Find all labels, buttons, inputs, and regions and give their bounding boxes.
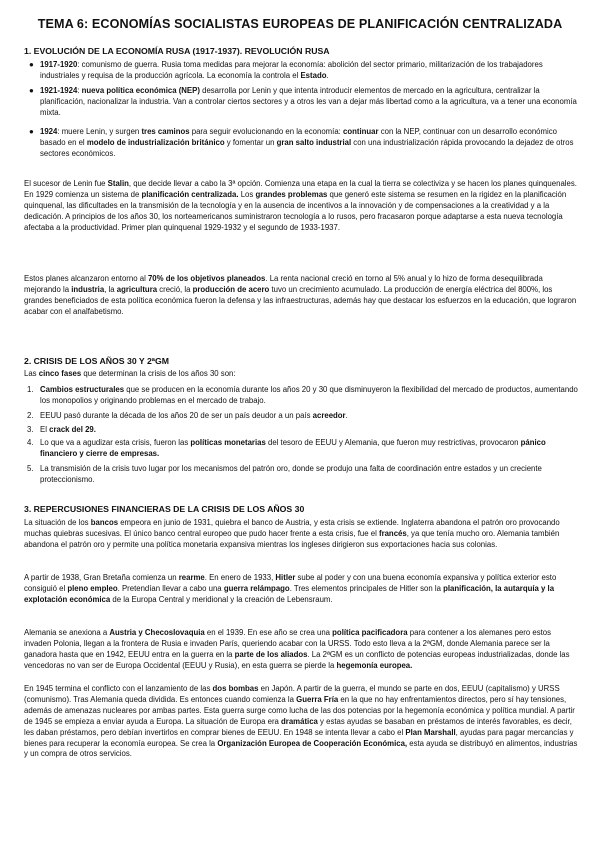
text: , ya que tenía mucho oro. Alemania también abandona el patrón oro y permite una política monetaria expansiva mientras los ingleses dirigieron sus exportaciones hacia sus colonias. <box>24 528 560 549</box>
section-2-heading: 2. CRISIS DE LOS AÑOS 30 Y 2ªGM <box>24 356 169 366</box>
bold-text: hegemonía europea. <box>336 660 413 670</box>
text: , ayudas para pagar mercancías y bienes para recuperar la economía europea. Se crea la <box>24 727 574 748</box>
bold-text: modelo de industrialización británico <box>86 138 225 147</box>
bold-text: Estado <box>300 71 327 80</box>
text: esta ayuda se distribuyó en alimentos, industrias y un compra de otros servicios. <box>24 738 578 759</box>
section-3-paragraph-2 <box>24 573 578 606</box>
bold-text: acreedor <box>312 411 346 420</box>
item-text <box>40 385 578 405</box>
section-3-heading: 3. REPERCUSIONES FINANCIERAS DE LA CRISIS DE LOS AÑOS 30 <box>24 504 305 514</box>
bold-text: planificación, la autarquía y la explotación económica <box>24 583 555 604</box>
bullet-text <box>40 127 574 158</box>
text: que determinan la crisis de los años 30 son: <box>81 369 236 378</box>
bold-text: 1917-1920 <box>40 60 78 69</box>
bold-text: 1924 <box>40 127 58 136</box>
section-1-bullet-2 <box>29 85 578 118</box>
document-title: TEMA 6: ECONOMÍAS SOCIALISTAS EUROPEAS DE PLANIFICACIÓN CENTRALIZADA <box>37 17 563 31</box>
bold-text: pánico financiero y cierre de empresas. <box>40 438 546 458</box>
text: desarrolla por Lenin y que intenta introducir elementos de mercado en la agricultura, centralizar la planificación, nacionalizar la industria. Van a controlar ciertos sectores y a otros les van a dejar más libertad como a la agricultura, va a tener una economía mixta. <box>40 86 577 117</box>
section-2-item-2 <box>27 410 578 421</box>
bold-text: rearme <box>178 573 205 582</box>
bold-text: grandes problemas <box>255 189 328 199</box>
text: . Tres elementos principales de Hitler son la <box>289 583 444 593</box>
item-text <box>40 464 542 484</box>
bold-text: continuar <box>343 127 379 136</box>
bullet-text <box>40 60 543 80</box>
section-3-paragraph-4 <box>24 684 578 760</box>
text: para contener a los alemanes pero estos invaden Polonia, llegan a la frontera de Rusia e invaden París, queriendo acabar con la URSS. Todo esto lleva a la 2ªGM, donde Alemania parece ser la ganadora hasta que en 1942, EEUU entra en la guerra en la <box>24 628 552 659</box>
text: EEUU pasó durante la década de los años 20 de ser un país deudor a un país <box>40 411 313 420</box>
bold-text: francés <box>378 528 407 538</box>
text: en Japón. A partir de la guerra, el mundo se parte en dos, EEUU (capitalismo) y URSS (comunismo). Tras Alemania queda dividida. Es entonces cuando comienza la <box>24 684 560 704</box>
text: en la que no hay enfrentamientos directos, pero sí hay tensiones, además de amenazas nucleares por ambas partes. Esta guerra surge como lucha de las dos potencias por la hegemonía económica y política mundial. A partir de 1945 se empieza a enviar ayuda a Europa. La situación de Europa era <box>24 694 575 726</box>
text: empeora en junio de 1931, quiebra el banco de Austria, y esta crisis se extiende. Inglaterra abandona el patrón oro provocando muchas quiebras sucesivas. El único banco central europeo que pudo hacer frente a esta crisis, fue el <box>24 518 560 538</box>
item-number: 4. <box>27 438 34 447</box>
item-number: 2. <box>27 411 34 420</box>
bold-text: 1921-1924 <box>40 86 78 95</box>
bold-text: planificación centralizada. <box>141 189 239 199</box>
bold-text: Plan Marshall <box>405 727 456 737</box>
text: A partir de 1938, Gran Bretaña comienza un <box>24 573 179 582</box>
bold-text: guerra relámpago <box>223 583 290 593</box>
text: . La 2ªGM es un conflicto de potencias europeas industrializadas, donde las vencedoras no van ser de Europa Occidental (EEUU y Rusia), en esta guerra se pierde la <box>24 649 570 670</box>
section-3-paragraph-3 <box>24 628 578 672</box>
text: . Pretendían llevar a cabo una <box>117 583 224 593</box>
text: . La renta nacional creció en torno al 5% anual y lo hizo de forma desequilibrada mejorando la <box>24 274 543 294</box>
bullet-text <box>40 86 577 117</box>
section-1-bullet-1 <box>29 59 578 81</box>
bold-text: nueva política económica (NEP) <box>81 86 200 95</box>
text: , la <box>104 284 117 294</box>
section-2-intro <box>24 369 236 380</box>
text: : comunismo de guerra. Rusia toma medidas para mejorar la economía: abolición del sector primario, militarización de los trabajadores industriales y requisa de la producción agrícola. La economía la controla el <box>40 60 543 80</box>
bold-text: dramática <box>281 716 318 726</box>
bold-text: Hitler <box>275 573 296 582</box>
text: . En enero de 1933, <box>204 573 276 582</box>
bold-text: agricultura <box>116 284 158 294</box>
bold-text: políticas monetarias <box>190 438 266 447</box>
text: El <box>40 425 50 434</box>
bullet-dot-icon: ● <box>29 127 34 136</box>
bullet-dot-icon: ● <box>29 60 34 69</box>
item-text <box>40 411 348 420</box>
text: para seguir evolucionando en la economía: <box>189 127 344 136</box>
text: que se producen en la economía durante los años 20 y 30 que disminuyeron la flexibilidad del mercado de productos, aumentando los monopolios y originando problemas en el mercado de trabajo. <box>40 385 578 405</box>
bold-text: política pacificadora <box>332 628 408 637</box>
text: . <box>326 71 329 80</box>
text: La transmisión de la crisis tuvo lugar por los mecanismos del patrón oro, donde se produjo una falta de coordinación entre estados y un creciente proteccionismo. <box>40 464 542 484</box>
text: creció, la <box>157 284 193 294</box>
text: : <box>77 86 82 95</box>
item-text <box>40 438 546 458</box>
section-1-heading: 1. EVOLUCIÓN DE LA ECONOMÍA RUSA (1917-1937). REVOLUCIÓN RUSA <box>24 46 330 56</box>
text: Estos planes alcanzaron entorno al <box>24 274 148 283</box>
section-2-item-1 <box>27 384 578 406</box>
item-number: 1. <box>27 385 34 394</box>
section-3-paragraph-1 <box>24 518 578 551</box>
text: Alemania se anexiona a <box>24 628 110 637</box>
section-2-item-3 <box>27 424 578 435</box>
text: Lo que va a agudizar esta crisis, fueron las <box>40 438 191 447</box>
bold-text: pleno empleo <box>67 583 118 593</box>
bold-text: industria <box>71 284 105 294</box>
bold-text: cinco fases <box>38 369 82 378</box>
text: sube al poder y con una buena economía expansiva y política exterior esto consiguió el <box>24 573 557 593</box>
item-number: 5. <box>27 464 34 473</box>
text: en el 1939. En ese año se crea una <box>204 628 333 637</box>
bold-text: tres caminos <box>141 127 190 136</box>
section-2-item-4 <box>27 437 578 459</box>
bold-text: Cambios estructurales <box>40 385 125 394</box>
text: y fomentar un <box>224 138 277 147</box>
text: de la Europa Central y meridional y la creación de Lebensraum. <box>110 594 333 604</box>
text: del tesoro de EEUU y Alemania, que fueron muy restrictivas, provocaron <box>265 438 521 447</box>
bold-text: dos bombas <box>212 684 259 693</box>
bold-text: producción de acero <box>192 284 270 294</box>
text: : muere Lenin, y surgen <box>57 127 142 136</box>
section-1-paragraph-1 <box>24 179 578 234</box>
section-2-item-5 <box>27 463 578 485</box>
text: que generó este sistema se resumen en la rigidez en la planificación quinquenal, las dificultades en la transmisión de la tecnología y en la ausencia de incentivos a la innovación y de compensaciones a la creatividad y a la dedicación. A principios de los años 30, los norteamericanos suministraron tecnología a lo rusos, pero fracasaron porque adaptarse a esta nueva tecnología afectaba a la productividad. Primer plan quinquenal 1929-1932 y el segundo de 1933-1937. <box>24 189 567 232</box>
bold-text: Guerra Fría <box>296 694 339 704</box>
text: Las <box>24 369 39 378</box>
text: La situación de los <box>24 518 91 527</box>
item-text <box>40 425 96 434</box>
bullet-dot-icon: ● <box>29 86 34 95</box>
bold-text: crack del 29. <box>49 425 96 434</box>
bold-text: 70% de los objetivos planeados <box>147 274 266 283</box>
bold-text: gran salto industrial <box>276 138 352 147</box>
text: tuvo un crecimiento acumulado. La producción de energía eléctrica del 800%, los grandes beneficiados de esta política económica fueron la defensa y las infraestructuras, además hay que destacar los esfuerzos en la educación, que lograron acabar con el analfabetismo. <box>24 284 577 316</box>
section-1-paragraph-2 <box>24 274 578 318</box>
text: y estas ayudas se basaban en préstamos de interés favorables, es decir, les daban préstamos, pero debían invertirlos en comprar bienes de EEUU. En 1948 se intenta llevar a cabo el <box>24 716 572 737</box>
item-number: 3. <box>27 425 34 434</box>
section-1-bullet-3 <box>29 126 578 159</box>
text: Los <box>238 189 256 199</box>
text: En 1945 termina el conflicto con el lanzamiento de las <box>24 684 213 693</box>
bold-text: Organización Europea de Cooperación Económica, <box>217 738 408 748</box>
text: . <box>345 411 348 420</box>
text: El sucesor de Lenin fue <box>24 179 108 188</box>
text: con la NEP, continuar con un desarrollo económico basado en el <box>40 127 557 147</box>
bold-text: Austria y Checoslovaquia <box>109 628 205 637</box>
bold-text: bancos <box>90 518 119 527</box>
bold-text: Stalin <box>107 179 129 188</box>
text: , que decide llevar a cabo la 3ª opción. Comienza una etapa en la cual la tierra se colectiviza y se hacen los planes quinquenales. En 1929 comienza un sistema de <box>24 179 577 199</box>
text: con una industrialización rápida provocando la dejadez de otros sectores económicos. <box>40 138 574 158</box>
bold-text: parte de los aliados <box>234 649 308 659</box>
